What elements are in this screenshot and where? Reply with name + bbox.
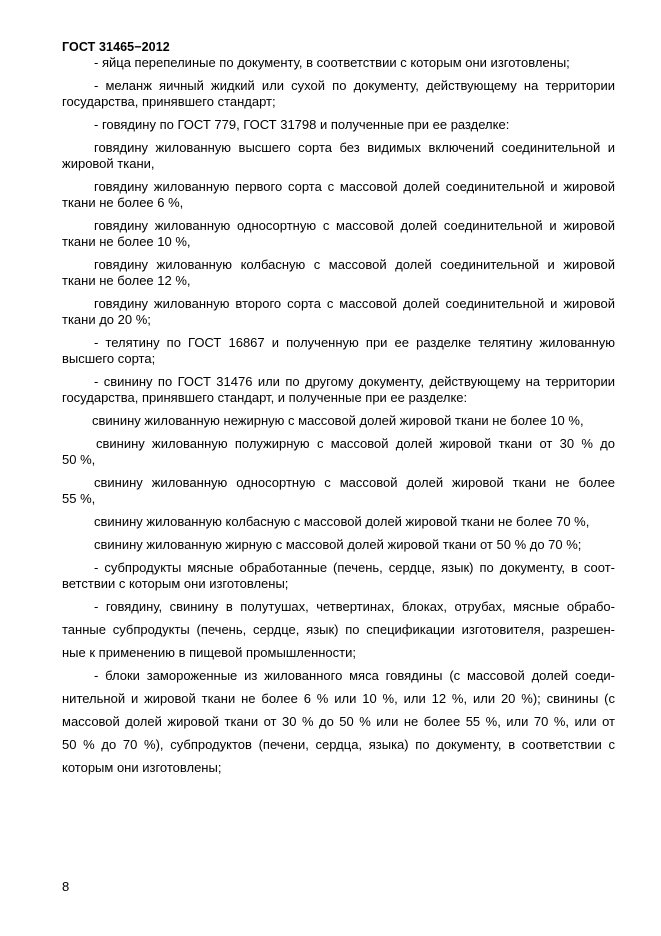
text-line: - блоки замороженные из жилованного мяса говядины (с массовой долей соеди- [94, 668, 615, 683]
text-line: свинину жилованную колбасную с массовой долей жировой ткани не более 70 %, [94, 514, 590, 529]
text-line: ветствии с которым они изготовлены; [62, 576, 289, 591]
text-line: государства, принявшего стандарт; [62, 94, 276, 109]
text-line: - субпродукты мясные обработанные (печень, сердце, язык) по документу, в соот- [94, 560, 615, 575]
text-line: ные к применению в пищевой промышленности; [62, 645, 356, 660]
text-line: - свинину по ГОСТ 31476 или по другому документу, действующему на территории [94, 374, 615, 389]
text-line: говядину жилованную высшего сорта без видимых включений соединительной и [94, 140, 615, 155]
text-line: которым они изготовлены; [62, 760, 222, 775]
text-line: - говядину по ГОСТ 779, ГОСТ 31798 и полученные при ее разделке: [94, 117, 510, 132]
text-line: нительной и жировой ткани не более 6 % или 10 %, или 12 %, или 20 %); свинины (с [62, 691, 615, 706]
text-line: свинину жилованную нежирную с массовой долей жировой ткани не более 10 %, [92, 413, 584, 428]
text-line: ткани не более 6 %, [62, 195, 184, 210]
document-header: ГОСТ 31465−2012 [62, 40, 170, 54]
text-line: говядину жилованную второго сорта с массовой долей соединительной и жировой [94, 296, 615, 311]
text-line: свинину жилованную односортную с массовой долей жировой ткани не более [94, 475, 615, 490]
text-line: говядину жилованную колбасную с массовой долей соединительной и жировой [94, 257, 615, 272]
text-line: ткани не более 10 %, [62, 234, 191, 249]
text-line: говядину жилованную первого сорта с массовой долей соединительной и жировой [94, 179, 615, 194]
text-line: массовой долей жировой ткани от 30 % до 50 % или не более 55 %, или 70 %, или от [62, 714, 615, 729]
page-number: 8 [62, 879, 70, 894]
document-body [62, 55, 615, 776]
text-line: ткани не более 12 %, [62, 273, 191, 288]
text-line: свинину жилованную полужирную с массовой долей жировой ткани от 30 % до [96, 436, 615, 451]
text-line: - телятину по ГОСТ 16867 и полученную при ее разделке телятину жилованную [94, 335, 615, 350]
text-line: ткани до 20 %; [62, 312, 151, 327]
text-line: свинину жилованную жирную с массовой долей жировой ткани от 50 % до 70 %; [94, 537, 582, 552]
text-line: 55 %, [62, 491, 96, 506]
text-line: - меланж яичный жидкий или сухой по документу, действующему на территории [94, 78, 615, 93]
text-line: - яйца перепелиные по документу, в соответствии с которым они изготовлены; [94, 55, 570, 70]
text-line: 50 % до 70 %), субпродуктов (печени, сердца, языка) по документу, в соответствии с [62, 737, 615, 752]
text-line: высшего сорта; [62, 351, 156, 366]
text-line: жировой ткани, [62, 156, 155, 171]
text-line: танные субпродукты (печень, сердце, язык) по спецификации изготовителя, разрешен- [62, 622, 615, 637]
text-line: государства, принявшего стандарт, и полученные при ее разделке: [62, 390, 468, 405]
text-line: - говядину, свинину в полутушах, четвертинах, блоках, отрубах, мясные обрабо- [94, 599, 615, 614]
text-line: 50 %, [62, 452, 96, 467]
text-line: говядину жилованную односортную с массовой долей соединительной и жировой [94, 218, 615, 233]
